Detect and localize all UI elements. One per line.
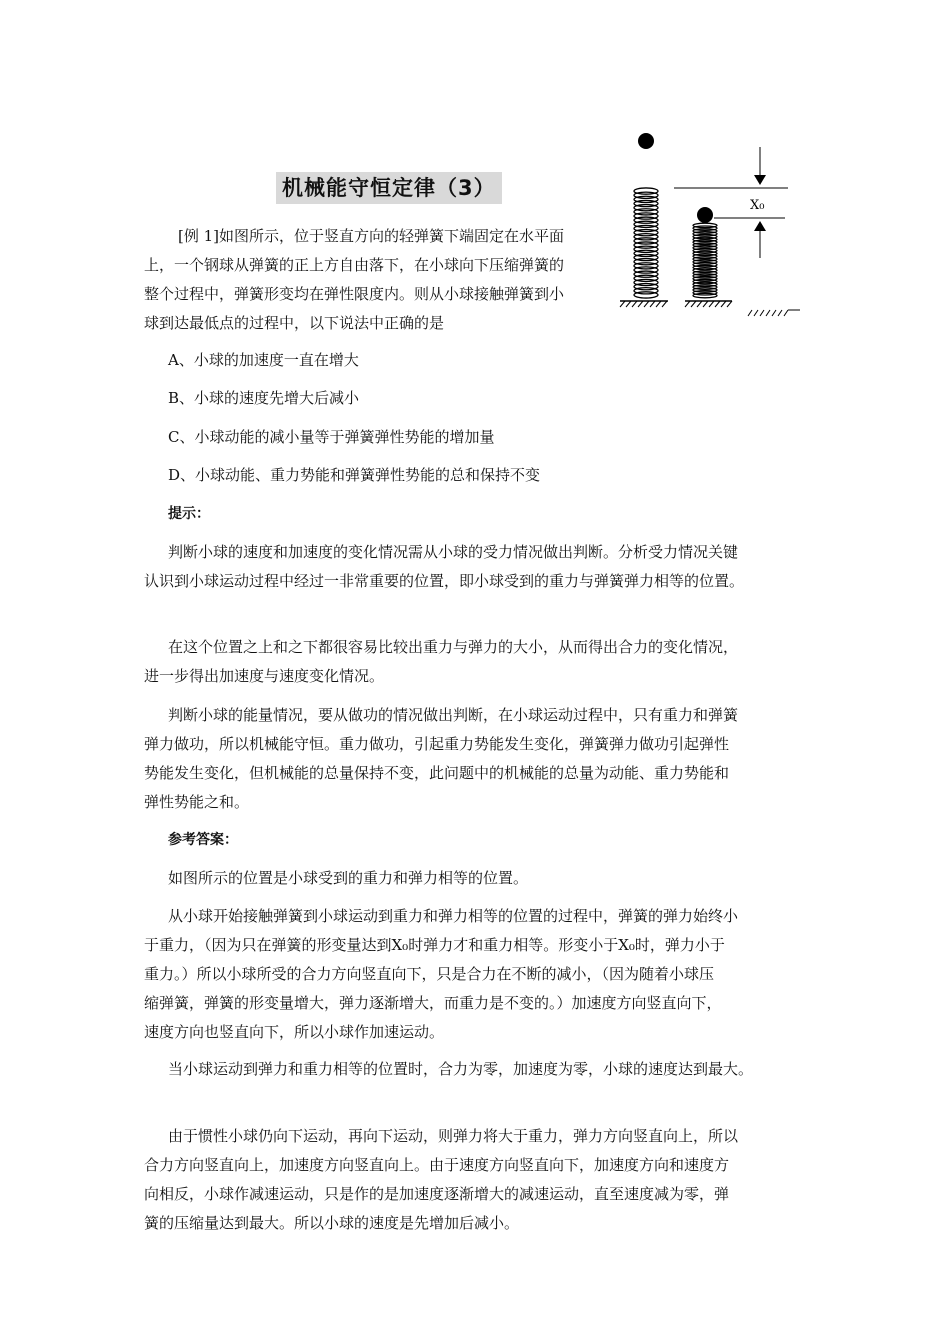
answer-p3: 当小球运动到弹力和重力相等的位置时，合力为零，加速度为零，小球的速度达到最大。 [168,1060,754,1078]
hint-p1-l1: 判断小球的速度和加速度的变化情况需从小球的受力情况做出判断。分析受力情况关键 [168,543,739,561]
ball-at-equilibrium [697,207,713,223]
answer-p2-l3: 重力。）所以小球所受的合力方向竖直向下，只是合力在不断的减小，（因为随着小球压 [144,965,715,983]
spring-uncompressed [634,188,658,298]
x0-label: X₀ [750,198,765,213]
answer-heading: 参考答案： [168,832,238,848]
example-line-3: 整个过程中，弹簧形变均在弹性限度内。则从小球接触弹簧到小 [144,285,565,303]
spring-compressed [693,223,717,298]
page-title: 机械能守恒定律（3） [276,172,502,204]
example-line-2: 上，一个钢球从弹簧的正上方自由落下，在小球向下压缩弹簧的 [144,256,565,274]
answer-p2-l4: 缩弹簧，弹簧的形变量增大，弹力逐渐增大，而重力是不变的。）加速度方向竖直向下， [144,994,722,1012]
answer-p4-l1: 由于惯性小球仍向下运动，再向下运动，则弹力将大于重力，弹力方向竖直向上，所以 [168,1127,739,1145]
answer-p4-l2: 合力方向竖直向上，加速度方向竖直向上。由于速度方向竖直向下，加速度方向和速度方 [144,1156,730,1174]
option-a: A、小球的加速度一直在增大 [168,351,359,369]
hint-p2-l2: 进一步得出加速度与速度变化情况。 [144,667,385,685]
answer-p1: 如图所示的位置是小球受到的重力和弹力相等的位置。 [168,869,529,887]
hint-p3-l4: 弹性势能之和。 [144,793,250,811]
option-d: D、小球动能、重力势能和弹簧弹性势能的总和保持不变 [168,466,541,484]
answer-p2-l5: 速度方向也竖直向下，所以小球作加速运动。 [144,1023,445,1041]
answer-p4-l3: 向相反，小球作减速运动，只是作的是加速度逐渐增大的减速运动，直至速度减为零，弹 [144,1185,730,1203]
example-line-1: [例 1]如图所示，位于竖直方向的轻弹簧下端固定在水平面 [178,227,565,245]
hint-p2-l1: 在这个位置之上和之下都很容易比较出重力与弹力的大小，从而得出合力的变化情况， [168,638,739,656]
example-line-4: 球到达最低点的过程中，以下说法中正确的是 [144,314,445,332]
falling-ball [638,133,654,149]
hint-p1-l2: 认识到小球运动过程中经过一非常重要的位置，即小球受到的重力与弹簧弹力相等的位置。 [144,572,745,590]
example-label: [例 1] [178,227,220,245]
spring-ball-figure [610,125,815,325]
answer-p2-l1: 从小球开始接触弹簧到小球运动到重力和弹力相等的位置的过程中，弹簧的弹力始终小 [168,907,739,925]
hint-heading: 提示： [168,506,210,522]
hint-p3-l1: 判断小球的能量情况，要从做功的情况做出判断，在小球运动过程中，只有重力和弹簧 [168,706,739,724]
hint-p3-l2: 弹力做功，所以机械能守恒。重力做功，引起重力势能发生变化，弹簧弹力做功引起弹性 [144,735,730,753]
option-b: B、小球的速度先增大后减小 [168,389,360,407]
answer-p4-l4: 簧的压缩量达到最大。所以小球的速度是先增加后减小。 [144,1214,520,1232]
option-c: C、小球动能的减小量等于弹簧弹性势能的增加量 [168,428,495,446]
hint-p3-l3: 势能发生变化，但机械能的总量保持不变，此问题中的机械能的总量为动能、重力势能和 [144,764,730,782]
answer-p2-l2: 于重力，（因为只在弹簧的形变量达到X₀时弹力才和重力相等。形变小于X₀时，弹力小于 [144,936,725,954]
